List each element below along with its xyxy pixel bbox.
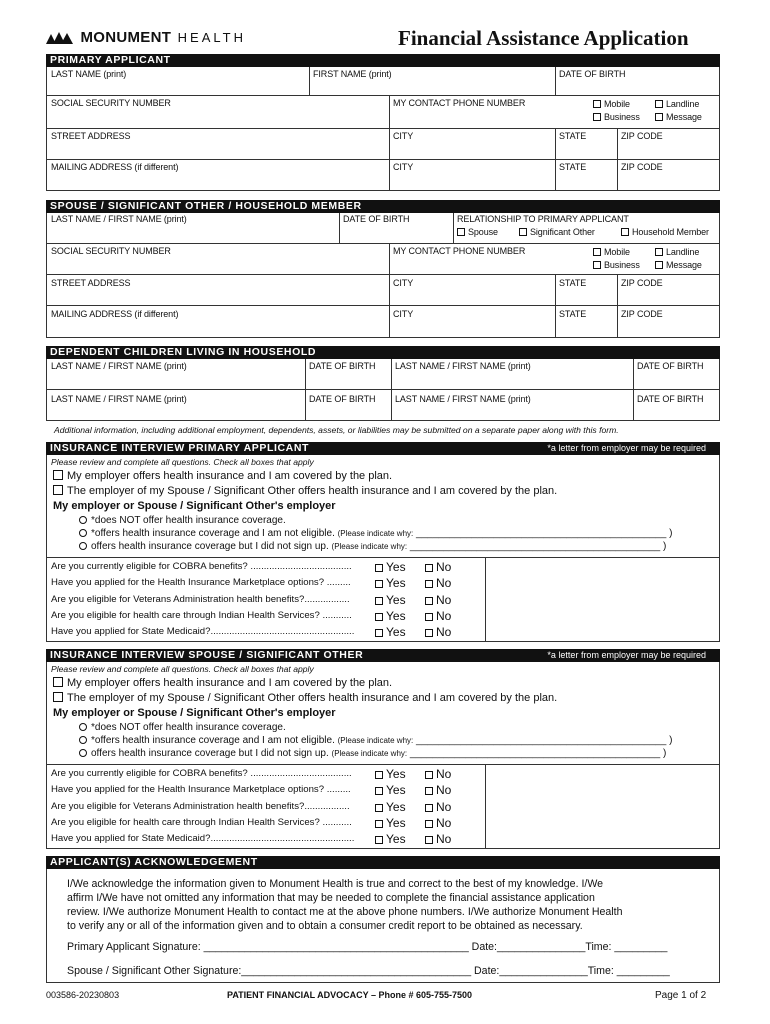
no-checkbox[interactable]: No: [425, 831, 451, 847]
indian-health-question: Are you eligible for health care through Indian Health Services? ...........: [51, 816, 352, 828]
first-name-field[interactable]: FIRST NAME (print): [313, 69, 392, 79]
spouse-bar: SPOUSE / SIGNIFICANT OTHER / HOUSEHOLD MEMBER: [46, 200, 720, 213]
employer-letter-note: *a letter from employer may be required: [547, 650, 706, 660]
marketplace-question: Have you applied for the Health Insurance Marketplace options? .........: [51, 577, 351, 589]
checkbox-icon: [375, 771, 383, 779]
logo-text-light: HEALTH: [177, 30, 246, 45]
child4-name-field[interactable]: LAST NAME / FIRST NAME (print): [395, 394, 531, 404]
spouse-employer-covered-checkbox[interactable]: The employer of my Spouse / Significant Other offers health insurance and I am covered by the plan.: [53, 692, 557, 705]
phone-field[interactable]: MY CONTACT PHONE NUMBER: [393, 98, 526, 108]
no-checkbox[interactable]: No: [425, 799, 451, 815]
checkbox-icon: [53, 485, 63, 495]
insurance-primary-section: [46, 455, 720, 642]
spouse-mailing-state-field[interactable]: STATE: [559, 309, 587, 319]
spouse-employer-covered-checkbox[interactable]: The employer of my Spouse / Significant Other offers health insurance and I am covered by the plan.: [53, 485, 557, 498]
child1-dob-field[interactable]: DATE OF BIRTH: [309, 361, 376, 371]
veterans-question: Are you eligible for Veterans Administration health benefits?.................: [51, 593, 350, 605]
checkbox-icon: [425, 820, 433, 828]
rel-household-checkbox[interactable]: Household Member: [621, 227, 709, 238]
mailing-zip-field[interactable]: ZIP CODE: [621, 162, 663, 172]
my-employer-covered-checkbox[interactable]: My employer offers health insurance and I am covered by the plan.: [53, 677, 392, 690]
cobra-question: Are you currently eligible for COBRA benefits? ......................................: [51, 561, 352, 572]
no-checkbox[interactable]: No: [425, 624, 451, 640]
no-checkbox[interactable]: No: [425, 815, 451, 831]
mobile-checkbox[interactable]: Mobile: [593, 99, 630, 110]
child4-dob-field[interactable]: DATE OF BIRTH: [637, 394, 704, 404]
yes-column: [375, 766, 406, 847]
landline-checkbox[interactable]: Landline: [655, 99, 699, 110]
checkbox-icon: [621, 228, 629, 236]
acknowledgement-section: [46, 869, 720, 983]
monument-health-logo-icon: [46, 30, 76, 44]
yes-checkbox[interactable]: Yes: [375, 559, 406, 575]
additional-info-note: Additional information, including additional employment, dependents, assets, or liabilities may be submitted on a separate paper along with this form.: [54, 425, 619, 435]
checkbox-icon: [375, 804, 383, 812]
checkbox-icon: [425, 629, 433, 637]
business-checkbox[interactable]: Business: [593, 112, 640, 123]
checkbox-icon: [593, 248, 601, 256]
question-list: [51, 559, 354, 640]
veterans-question: Are you eligible for Veterans Administration health benefits?.................: [51, 800, 350, 812]
checkbox-icon: [375, 597, 383, 605]
medicaid-question: Have you applied for State Medicaid?......................................................: [51, 833, 355, 845]
checkbox-icon: [375, 836, 383, 844]
spouse-box: [46, 213, 720, 338]
checkbox-icon: [593, 261, 601, 269]
spouse-street-field[interactable]: STREET ADDRESS: [51, 278, 131, 288]
spouse-business-checkbox[interactable]: Business: [593, 260, 640, 271]
spouse-mobile-checkbox[interactable]: Mobile: [593, 247, 630, 258]
my-employer-covered-checkbox[interactable]: My employer offers health insurance and I am covered by the plan.: [53, 470, 392, 483]
children-box: [46, 359, 720, 421]
yes-column: [375, 559, 406, 640]
no-checkbox[interactable]: No: [425, 559, 451, 575]
zip-field[interactable]: ZIP CODE: [621, 131, 663, 141]
spouse-mailing-field[interactable]: MAILING ADDRESS (if different): [51, 309, 179, 319]
radio-icon: [79, 749, 87, 757]
checkbox-icon: [425, 597, 433, 605]
cobra-question: Are you currently eligible for COBRA benefits? ......................................: [51, 768, 352, 779]
spouse-state-field[interactable]: STATE: [559, 278, 587, 288]
primary-applicant-box: [46, 67, 720, 191]
yes-checkbox[interactable]: Yes: [375, 624, 406, 640]
logo-text-bold: MONUMENT: [80, 29, 172, 46]
checkbox-icon: [425, 771, 433, 779]
checkbox-icon: [375, 629, 383, 637]
relationship-label: RELATIONSHIP TO PRIMARY APPLICANT: [457, 214, 629, 224]
acknowledgement-text: I/We acknowledge the information given to Monument Health is true and correct to the best of my knowledge. I/We affirm I/We have not omitted any information that may be needed to complete the financial assistance application review. I/We authorize Monument Health to contact me at the above phone numbers. I/We authorize Monument Health to verify any or all of the information given and to obtain a consumer credit report to be obtained as necessary.: [67, 878, 623, 932]
checkbox-icon: [425, 580, 433, 588]
checkbox-icon: [593, 113, 601, 121]
checkbox-icon: [375, 787, 383, 795]
page-number: Page 1 of 2: [655, 990, 707, 1001]
yes-checkbox[interactable]: Yes: [375, 766, 406, 782]
city-field[interactable]: CITY: [393, 131, 414, 141]
child2-name-field[interactable]: LAST NAME / FIRST NAME (print): [395, 361, 531, 371]
child3-dob-field[interactable]: DATE OF BIRTH: [309, 394, 376, 404]
yes-checkbox[interactable]: Yes: [375, 831, 406, 847]
checkbox-icon: [53, 692, 63, 702]
child2-dob-field[interactable]: DATE OF BIRTH: [637, 361, 704, 371]
indian-health-question: Are you eligible for health care through Indian Health Services? ...........: [51, 609, 352, 621]
instructions: Please review and complete all questions. Check all boxes that apply: [51, 457, 314, 467]
primary-applicant-bar: PRIMARY APPLICANT: [46, 54, 720, 67]
yes-checkbox[interactable]: Yes: [375, 799, 406, 815]
spouse-ssn-field[interactable]: SOCIAL SECURITY NUMBER: [51, 246, 171, 256]
spouse-message-checkbox[interactable]: Message: [655, 260, 702, 271]
marketplace-question: Have you applied for the Health Insurance Marketplace options? .........: [51, 784, 351, 796]
page-title: Financial Assistance Application: [398, 26, 689, 50]
child3-name-field[interactable]: LAST NAME / FIRST NAME (print): [51, 394, 187, 404]
checkbox-icon: [457, 228, 465, 236]
primary-signature-line[interactable]: Primary Applicant Signature: _____________________________________________ Date:_______________Time: _________: [67, 941, 668, 953]
no-checkbox[interactable]: No: [425, 608, 451, 624]
state-field[interactable]: STATE: [559, 131, 587, 141]
last-name-field[interactable]: LAST NAME (print): [51, 69, 127, 79]
employer-letter-note: *a letter from employer may be required: [547, 443, 706, 453]
spouse-dob-field[interactable]: DATE OF BIRTH: [343, 214, 410, 224]
spouse-zip-field[interactable]: ZIP CODE: [621, 278, 663, 288]
checkbox-icon: [519, 228, 527, 236]
rel-spouse-checkbox[interactable]: Spouse: [457, 227, 498, 238]
street-address-field[interactable]: STREET ADDRESS: [51, 131, 131, 141]
yes-checkbox[interactable]: Yes: [375, 575, 406, 591]
insurance-primary-bar: INSURANCE INTERVIEW PRIMARY APPLICANT *a letter from employer may be required: [46, 442, 720, 455]
radio-icon: [79, 736, 87, 744]
ssn-field[interactable]: SOCIAL SECURITY NUMBER: [51, 98, 171, 108]
acknowledgement-bar: APPLICANT(S) ACKNOWLEDGEMENT: [46, 856, 720, 869]
checkbox-icon: [593, 100, 601, 108]
yes-checkbox[interactable]: Yes: [375, 782, 406, 798]
no-column: [425, 559, 451, 640]
mailing-state-field[interactable]: STATE: [559, 162, 587, 172]
checkbox-icon: [655, 113, 663, 121]
no-coverage-radio[interactable]: *does NOT offer health insurance coverage.: [79, 515, 286, 527]
instructions: Please review and complete all questions. Check all boxes that apply: [51, 664, 314, 674]
child1-name-field[interactable]: LAST NAME / FIRST NAME (print): [51, 361, 187, 371]
checkbox-icon: [375, 564, 383, 572]
did-not-sign-up-radio[interactable]: offers health insurance coverage but I did not sign up. (Please indicate why: _____________________________________________ ): [79, 748, 666, 760]
mailing-address-field[interactable]: MAILING ADDRESS (if different): [51, 162, 179, 172]
checkbox-icon: [655, 100, 663, 108]
no-checkbox[interactable]: No: [425, 782, 451, 798]
checkbox-icon: [655, 248, 663, 256]
not-eligible-radio[interactable]: *offers health insurance coverage and I am not eligible. (Please indicate why: _____________________________________________ ): [79, 528, 672, 540]
no-coverage-radio[interactable]: *does NOT offer health insurance coverage.: [79, 722, 286, 734]
no-column: [425, 766, 451, 847]
yes-checkbox[interactable]: Yes: [375, 608, 406, 624]
employer-subheading: My employer or Spouse / Significant Other's employer: [53, 500, 336, 512]
insurance-spouse-bar: INSURANCE INTERVIEW SPOUSE / SIGNIFICANT OTHER *a letter from employer may be required: [46, 649, 720, 662]
radio-icon: [79, 542, 87, 550]
checkbox-icon: [53, 470, 63, 480]
yes-checkbox[interactable]: Yes: [375, 592, 406, 608]
footer-advocacy: PATIENT FINANCIAL ADVOCACY – Phone # 605-755-7500: [227, 990, 473, 1000]
spouse-name-field[interactable]: LAST NAME / FIRST NAME (print): [51, 214, 187, 224]
no-checkbox[interactable]: No: [425, 575, 451, 591]
spouse-mailing-city-field[interactable]: CITY: [393, 309, 414, 319]
checkbox-icon: [375, 580, 383, 588]
checkbox-icon: [425, 564, 433, 572]
radio-icon: [79, 516, 87, 524]
no-checkbox[interactable]: No: [425, 592, 451, 608]
no-checkbox[interactable]: No: [425, 766, 451, 782]
did-not-sign-up-radio[interactable]: offers health insurance coverage but I did not sign up. (Please indicate why: _____________________________________________ ): [79, 541, 666, 553]
checkbox-icon: [375, 820, 383, 828]
checkbox-icon: [425, 804, 433, 812]
radio-icon: [79, 723, 87, 731]
employer-subheading: My employer or Spouse / Significant Other's employer: [53, 707, 336, 719]
checkbox-icon: [53, 677, 63, 687]
message-checkbox[interactable]: Message: [655, 112, 702, 123]
insurance-spouse-section: [46, 662, 720, 849]
spouse-mailing-zip-field[interactable]: ZIP CODE: [621, 309, 663, 319]
medicaid-question: Have you applied for State Medicaid?......................................................: [51, 626, 355, 638]
form-code: 003586-20230803: [46, 990, 120, 1000]
mailing-city-field[interactable]: CITY: [393, 162, 414, 172]
spouse-city-field[interactable]: CITY: [393, 278, 414, 288]
spouse-signature-line[interactable]: Spouse / Significant Other Signature:_______________________________________ Date:_______________Time: _________: [67, 965, 670, 977]
checkbox-icon: [655, 261, 663, 269]
checkbox-icon: [425, 613, 433, 621]
checkbox-icon: [375, 613, 383, 621]
checkbox-icon: [425, 836, 433, 844]
radio-icon: [79, 529, 87, 537]
dob-field[interactable]: DATE OF BIRTH: [559, 69, 626, 79]
yes-checkbox[interactable]: Yes: [375, 815, 406, 831]
rel-significant-other-checkbox[interactable]: Significant Other: [519, 227, 595, 238]
children-bar: DEPENDENT CHILDREN LIVING IN HOUSEHOLD: [46, 346, 720, 359]
spouse-phone-field[interactable]: MY CONTACT PHONE NUMBER: [393, 246, 526, 256]
question-list: [51, 766, 354, 847]
spouse-landline-checkbox[interactable]: Landline: [655, 247, 699, 258]
checkbox-icon: [425, 787, 433, 795]
logo: [46, 29, 246, 47]
not-eligible-radio[interactable]: *offers health insurance coverage and I am not eligible. (Please indicate why: _____________________________________________ ): [79, 735, 672, 747]
